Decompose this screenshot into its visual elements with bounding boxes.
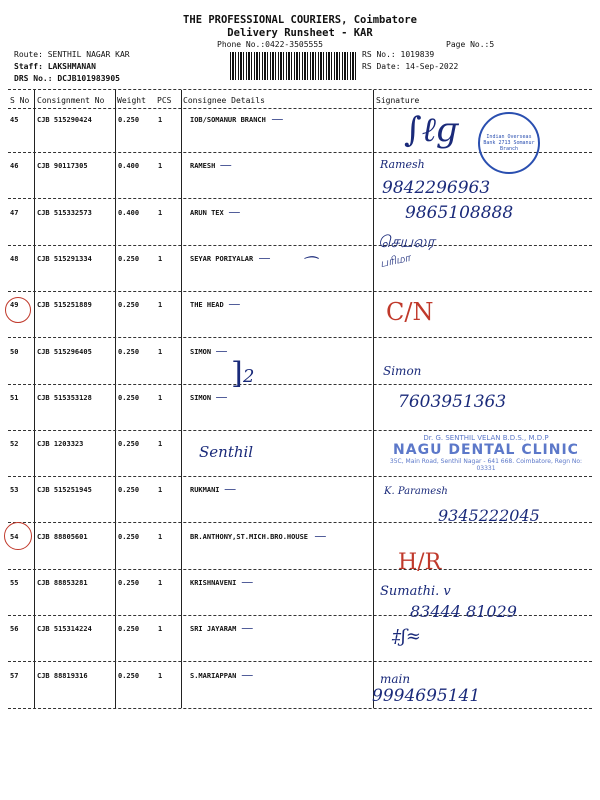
cell-sno: 47 [10, 209, 19, 217]
bracket: ] [231, 356, 243, 391]
cell-sno: 55 [10, 579, 19, 587]
cell-sno: 50 [10, 348, 19, 356]
cell-consignee: THE HEAD [190, 301, 224, 309]
circle-54 [4, 522, 32, 550]
cell-consignment: CJB 515291334 [37, 255, 92, 263]
row-rule [8, 198, 592, 199]
simon-signature: Simon [383, 364, 422, 378]
check-tick: — [228, 297, 241, 311]
col-sno: S No [10, 96, 30, 105]
bracket-note: 2 [243, 366, 255, 387]
cell-sno: 45 [10, 116, 19, 124]
cn-mark: C/N [386, 298, 434, 326]
col-weight: Weight [117, 96, 146, 105]
cell-consignee: KRISHNAVENI [190, 579, 237, 587]
cell-pcs: 1 [158, 162, 163, 170]
hr-mark: H/R [398, 550, 442, 575]
row-rule [8, 569, 592, 570]
cell-sno: 46 [10, 162, 19, 170]
col-consignee: Consignee Details [183, 96, 265, 105]
runsheet-title: Delivery Runsheet - KAR [227, 27, 373, 39]
cell-consignee: S.MARIAPPAN [190, 672, 237, 680]
cell-consignment: CJB 88853281 [37, 579, 88, 587]
cell-pcs: 1 [158, 486, 163, 494]
drs-number: DRS No.: DCJB101983905 [14, 74, 120, 83]
cell-consignment: CJB 88805601 [37, 533, 88, 541]
phone-55: 83444 81029 [410, 602, 517, 621]
circle-49 [5, 297, 31, 323]
check-tick: — [215, 390, 228, 404]
senthil-note: Senthil [199, 443, 254, 461]
phone-51: 7603951363 [398, 392, 507, 412]
row-rule [8, 430, 592, 431]
mariappan-signature: main [380, 672, 411, 686]
rs-date: RS Date: 14-Sep-2022 [362, 62, 459, 71]
row-rule [8, 337, 592, 338]
cell-consignee: ARUN TEX [190, 209, 224, 217]
cell-weight: 0.250 [118, 440, 140, 448]
cell-sno: 54 [10, 533, 19, 541]
col-pcs: PCS [157, 96, 172, 105]
cell-consignment: CJB 515314224 [37, 625, 92, 633]
row-rule [8, 661, 592, 662]
row-rule [8, 708, 592, 709]
cell-pcs: 1 [158, 625, 163, 633]
cell-weight: 0.250 [118, 533, 140, 541]
cell-consignee: BR.ANTHONY,ST.MICH.BRO.HOUSE [190, 533, 309, 541]
check-tick: — [228, 205, 241, 219]
cell-consignee: RAMESH [190, 162, 216, 170]
bank-seal: Indian Overseas Bank 2713 Somanur Branch [478, 112, 540, 174]
cell-sno: 52 [10, 440, 19, 448]
row48-scribble: பரிமா [378, 250, 412, 271]
cell-pcs: 1 [158, 301, 163, 309]
cell-weight: 0.400 [118, 162, 140, 170]
row-rule [8, 291, 592, 292]
staff: Staff: LAKSHMANAN [14, 62, 96, 71]
check-tick: — [241, 575, 254, 589]
cell-pcs: 1 [158, 394, 163, 402]
cell-consignee: SIMON [190, 348, 212, 356]
page-number: Page No.:5 [446, 40, 495, 49]
row-rule [8, 384, 592, 385]
cell-weight: 0.250 [118, 348, 140, 356]
cell-consignment: CJB 90117305 [37, 162, 88, 170]
cell-sno: 57 [10, 672, 19, 680]
cell-pcs: 1 [158, 533, 163, 541]
cell-consignment: CJB 1203323 [37, 440, 84, 448]
cell-consignee: SIMON [190, 394, 212, 402]
cell-consignment: CJB 515296405 [37, 348, 92, 356]
cell-consignment: CJB 88819316 [37, 672, 88, 680]
phone-57: 9994695141 [372, 686, 481, 706]
route: Route: SENTHIL NAGAR KAR [14, 50, 130, 59]
cell-consignee: SEYAR PORIYALAR [190, 255, 254, 263]
cell-sno: 49 [10, 301, 19, 309]
cell-consignment: CJB 515332573 [37, 209, 92, 217]
cell-weight: 0.250 [118, 394, 140, 402]
cell-pcs: 1 [158, 209, 163, 217]
cell-weight: 0.250 [118, 625, 140, 633]
barcode [230, 52, 356, 80]
check-tick: — [219, 158, 232, 172]
check-tick: — [241, 668, 254, 682]
check-tick: — [241, 621, 254, 635]
cell-pcs: 1 [158, 440, 163, 448]
tamil-scribble: செயலர [378, 232, 435, 251]
cell-pcs: 1 [158, 579, 163, 587]
ramesh-signature: Ramesh [380, 158, 425, 171]
phone-46: 9842296963 [382, 178, 491, 198]
col-signature: Signature [376, 96, 420, 105]
cell-consignee: RUKMANI [190, 486, 220, 494]
cell-pcs: 1 [158, 116, 163, 124]
cell-sno: 56 [10, 625, 19, 633]
col-consignment: Consignment No [37, 96, 105, 105]
cell-consignment: CJB 515353128 [37, 394, 92, 402]
cell-consignment: CJB 515251889 [37, 301, 92, 309]
cell-pcs: 1 [158, 348, 163, 356]
check-tick: — [314, 529, 327, 543]
header-bottom-rule [8, 108, 592, 109]
phone-47: 9865108888 [405, 203, 514, 223]
cell-pcs: 1 [158, 255, 163, 263]
cell-weight: 0.400 [118, 209, 140, 217]
row56-scribble: ‡ʃ≈ [392, 626, 421, 647]
row48-mark: ⁀ [302, 256, 315, 275]
signature-scribble: ∫ℓɡ [404, 110, 458, 150]
cell-pcs: 1 [158, 672, 163, 680]
row-rule [8, 245, 592, 246]
cell-weight: 0.250 [118, 486, 140, 494]
krishnaveni-signature: Sumathi. v [380, 584, 451, 599]
cell-consignee: IOB/SOMANUR BRANCH [190, 116, 266, 124]
cell-consignment: CJB 515290424 [37, 116, 92, 124]
phone-53: 9345222045 [438, 506, 540, 525]
cell-weight: 0.250 [118, 116, 140, 124]
header-top-rule [8, 89, 592, 90]
clinic-stamp: Dr. G. SENTHIL VELAN B.D.S., M.D.P NAGU DENTAL CLINIC 35C, Main Road, Senthil Nagar - 641 668. Coimbatore, Regn No: 03331 [389, 434, 583, 472]
cell-weight: 0.250 [118, 672, 140, 680]
check-tick: — [224, 482, 237, 496]
cell-sno: 53 [10, 486, 19, 494]
check-tick: — [258, 251, 271, 265]
rs-number: RS No.: 1019839 [362, 50, 435, 59]
cell-consignment: CJB 515251945 [37, 486, 92, 494]
check-tick: — [271, 112, 284, 126]
cell-weight: 0.250 [118, 579, 140, 587]
cell-consignee: SRI JAYARAM [190, 625, 237, 633]
cell-sno: 51 [10, 394, 19, 402]
check-tick: — [215, 344, 228, 358]
rukmani-signature: K. Paramesh [384, 486, 448, 497]
company-name: THE PROFESSIONAL COURIERS, Coimbatore [183, 14, 417, 26]
cell-sno: 48 [10, 255, 19, 263]
cell-weight: 0.250 [118, 255, 140, 263]
cell-weight: 0.250 [118, 301, 140, 309]
phone-number: Phone No.:0422-3505555 [217, 40, 323, 49]
